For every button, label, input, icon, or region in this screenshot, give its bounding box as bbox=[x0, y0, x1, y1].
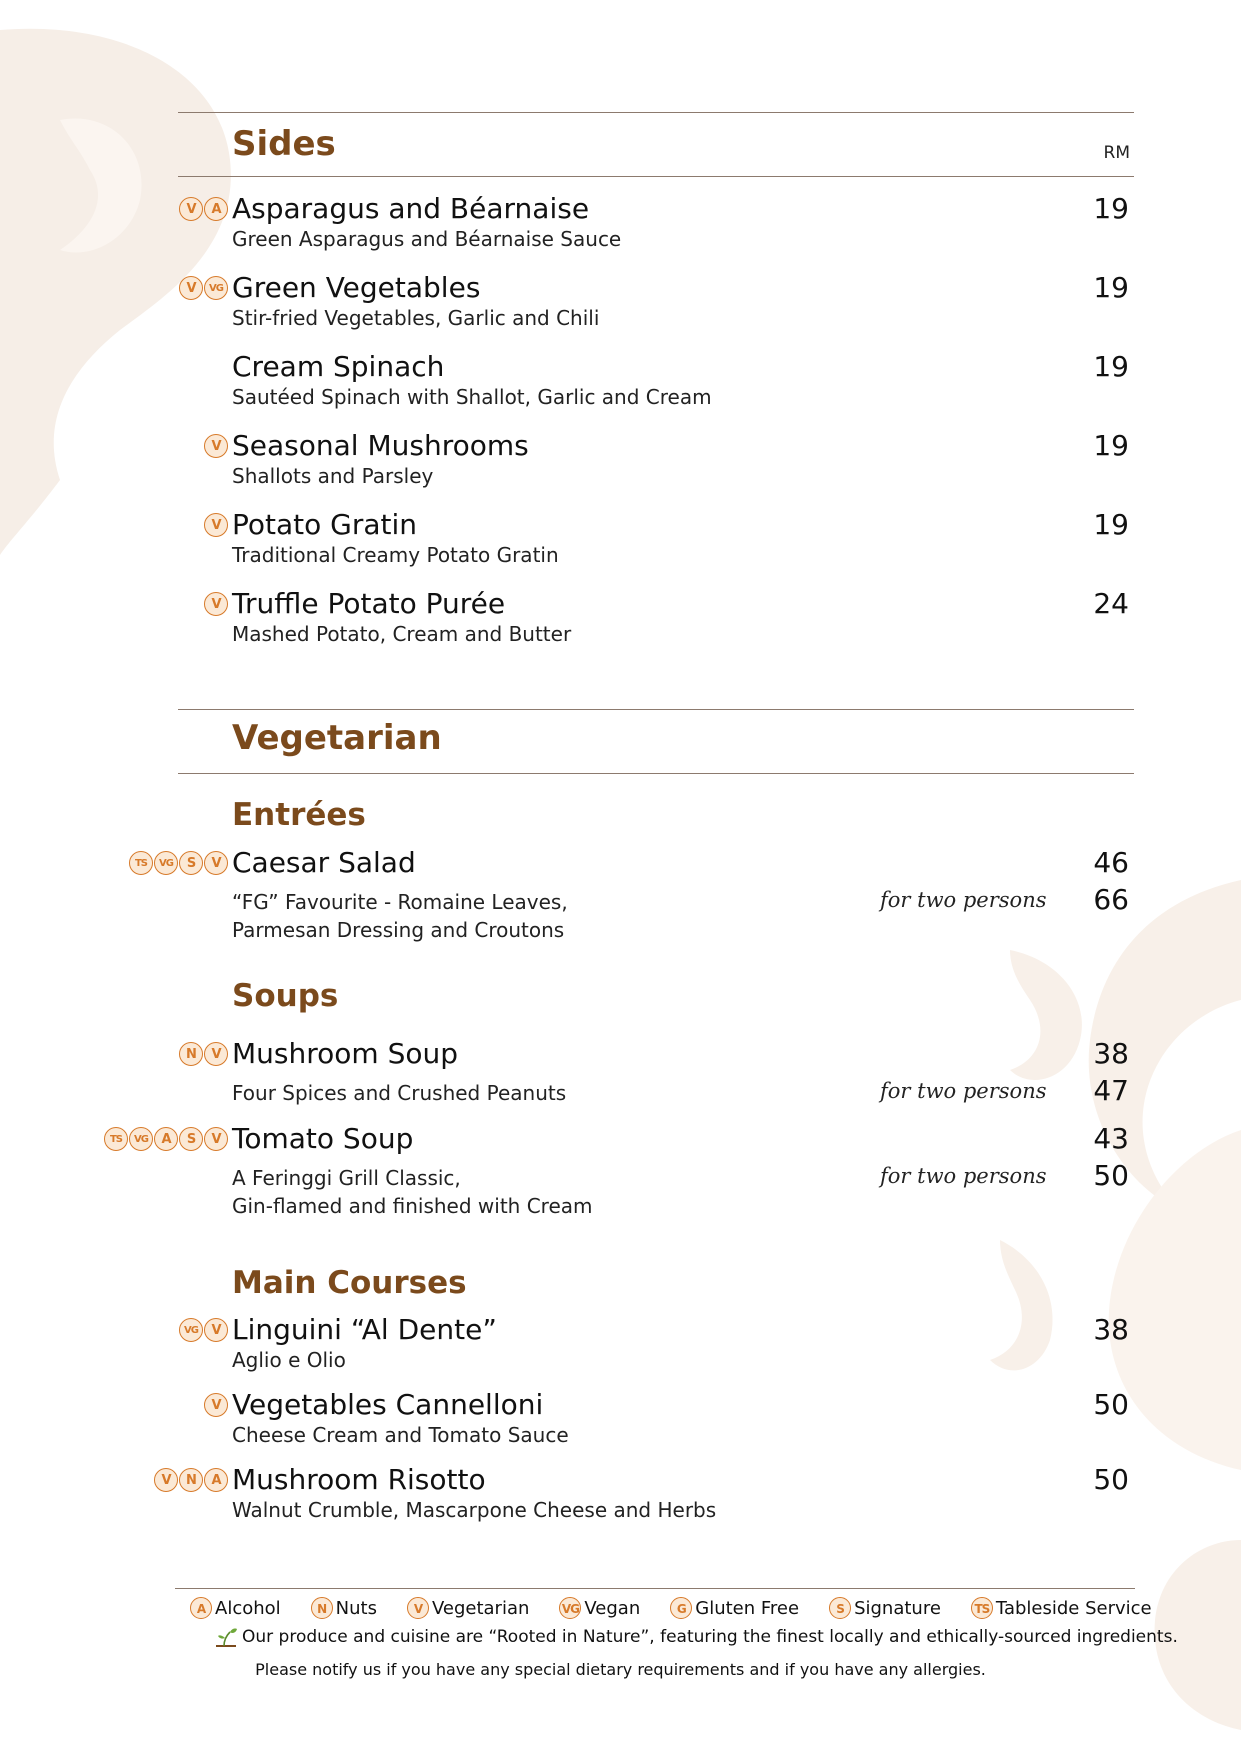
legend-item-gluten-free bbox=[670, 1597, 799, 1619]
nuts-icon: N bbox=[179, 1468, 203, 1492]
item-name: Potato Gratin bbox=[232, 508, 418, 541]
dietary-legend bbox=[190, 1597, 1152, 1619]
alcohol-icon: A bbox=[154, 1127, 178, 1151]
item-description: Aglio e Olio bbox=[232, 1348, 346, 1372]
item-name: Truffle Potato Purée bbox=[232, 587, 506, 620]
item-name: Linguini “Al Dente” bbox=[232, 1313, 497, 1346]
dietary-icons bbox=[179, 1318, 228, 1342]
legend-label: Vegan bbox=[584, 1597, 641, 1619]
item-price: 24 bbox=[1093, 587, 1129, 620]
vegetarian-icon: V bbox=[204, 851, 228, 875]
sustainability-note bbox=[214, 1626, 1178, 1648]
legend-item-tableside-service bbox=[971, 1597, 1152, 1619]
vegan-icon: VG bbox=[179, 1318, 203, 1342]
item-description: Mashed Potato, Cream and Butter bbox=[232, 622, 572, 646]
portion-note: for two persons bbox=[880, 1164, 1047, 1188]
legend-label: Nuts bbox=[335, 1597, 377, 1619]
vegetarian-icon: V bbox=[204, 1042, 228, 1066]
vegetarian-icon: V bbox=[204, 1318, 228, 1342]
vegan-icon: VG bbox=[154, 851, 178, 875]
legend-item-vegetarian bbox=[407, 1597, 529, 1619]
subsection-title-entrees: Entrées bbox=[232, 797, 366, 833]
dietary-icons bbox=[204, 592, 228, 616]
item-price: 19 bbox=[1093, 350, 1129, 383]
vegan-icon: VG bbox=[559, 1597, 581, 1619]
dietary-icons bbox=[179, 197, 228, 221]
nuts-icon: N bbox=[179, 1042, 203, 1066]
vegan-icon: VG bbox=[129, 1127, 153, 1151]
portion-note: for two persons bbox=[880, 1079, 1047, 1103]
tableside-service-icon: TS bbox=[129, 851, 153, 875]
vegetarian-icon: V bbox=[204, 1127, 228, 1151]
alcohol-icon: A bbox=[204, 197, 228, 221]
gluten-free-icon: G bbox=[670, 1597, 692, 1619]
legend-item-nuts bbox=[311, 1597, 377, 1619]
item-description: Sautéed Spinach with Shallot, Garlic and Cream bbox=[232, 385, 712, 409]
item-description: Green Asparagus and Béarnaise Sauce bbox=[232, 227, 622, 251]
item-description: Cheese Cream and Tomato Sauce bbox=[232, 1423, 569, 1447]
allergy-notice: Please notify us if you have any special dietary requirements and if you have any allergies. bbox=[255, 1660, 986, 1679]
item-price-for-two: 66 bbox=[1093, 883, 1129, 916]
item-description: Stir-fried Vegetables, Garlic and Chili bbox=[232, 306, 600, 330]
vegan-icon: VG bbox=[204, 276, 228, 300]
item-description: Four Spices and Crushed Peanuts bbox=[232, 1081, 567, 1105]
item-price: 19 bbox=[1093, 271, 1129, 304]
item-name: Tomato Soup bbox=[232, 1122, 414, 1155]
item-description: “FG” Favourite - Romaine Leaves, bbox=[232, 890, 568, 914]
dietary-icons bbox=[179, 276, 228, 300]
nuts-icon: N bbox=[311, 1597, 333, 1619]
sides-divider bbox=[178, 176, 1134, 177]
signature-icon: S bbox=[179, 1127, 203, 1151]
legend-item-vegan bbox=[559, 1597, 640, 1619]
vegetarian-icon: V bbox=[179, 197, 203, 221]
section-title-vegetarian: Vegetarian bbox=[232, 718, 442, 758]
top-divider bbox=[178, 112, 1134, 113]
legend-item-alcohol bbox=[190, 1597, 281, 1619]
item-price: 19 bbox=[1093, 508, 1129, 541]
vegetarian-icon: V bbox=[204, 513, 228, 537]
item-name: Cream Spinach bbox=[232, 350, 445, 383]
item-price-for-two: 47 bbox=[1093, 1074, 1129, 1107]
footer-divider bbox=[175, 1588, 1135, 1589]
item-description: A Feringgi Grill Classic, bbox=[232, 1166, 461, 1190]
legend-label: Signature bbox=[854, 1597, 941, 1619]
item-name: Caesar Salad bbox=[232, 846, 416, 879]
tableside-service-icon: TS bbox=[971, 1597, 993, 1619]
item-description: Walnut Crumble, Mascarpone Cheese and Herbs bbox=[232, 1498, 717, 1522]
subsection-title-soups: Soups bbox=[232, 978, 339, 1014]
vegetarian-icon: V bbox=[179, 276, 203, 300]
item-price: 50 bbox=[1093, 1463, 1129, 1496]
legend-label: Vegetarian bbox=[431, 1597, 530, 1619]
section-title-sides: Sides bbox=[232, 124, 336, 164]
legend-label: Gluten Free bbox=[695, 1597, 800, 1619]
item-description: Traditional Creamy Potato Gratin bbox=[232, 543, 559, 567]
item-description-line2: Gin-flamed and finished with Cream bbox=[232, 1194, 593, 1218]
sprout-icon bbox=[214, 1626, 238, 1648]
vegetarian-icon: V bbox=[204, 434, 228, 458]
dietary-icons bbox=[204, 434, 228, 458]
dietary-icons bbox=[204, 513, 228, 537]
sustainability-text: Our produce and cuisine are “Rooted in Nature”, featuring the finest locally and ethically-sourced ingredients. bbox=[242, 1627, 1178, 1647]
item-price: 43 bbox=[1093, 1122, 1129, 1155]
item-name: Mushroom Soup bbox=[232, 1037, 458, 1070]
item-price: 50 bbox=[1093, 1388, 1129, 1421]
vegetarian-icon: V bbox=[407, 1597, 429, 1619]
item-name: Vegetables Cannelloni bbox=[232, 1388, 544, 1421]
vegetarian-top-divider bbox=[178, 709, 1134, 710]
subsection-title-main-courses: Main Courses bbox=[232, 1265, 467, 1301]
alcohol-icon: A bbox=[204, 1468, 228, 1492]
portion-note: for two persons bbox=[880, 888, 1047, 912]
item-price: 19 bbox=[1093, 429, 1129, 462]
legend-label: Alcohol bbox=[215, 1597, 281, 1619]
legend-label: Tableside Service bbox=[995, 1597, 1152, 1619]
item-name: Seasonal Mushrooms bbox=[232, 429, 529, 462]
item-description: Shallots and Parsley bbox=[232, 464, 434, 488]
legend-item-signature bbox=[829, 1597, 941, 1619]
currency-label: RM bbox=[1103, 143, 1130, 163]
item-price: 38 bbox=[1093, 1313, 1129, 1346]
item-name: Green Vegetables bbox=[232, 271, 481, 304]
dietary-icons bbox=[104, 1127, 228, 1151]
dietary-icons bbox=[179, 1042, 228, 1066]
item-price-for-two: 50 bbox=[1093, 1159, 1129, 1192]
signature-icon: S bbox=[179, 851, 203, 875]
vegetarian-icon: V bbox=[154, 1468, 178, 1492]
vegetarian-icon: V bbox=[204, 592, 228, 616]
dietary-icons bbox=[204, 1393, 228, 1417]
dietary-icons bbox=[154, 1468, 228, 1492]
item-description-line2: Parmesan Dressing and Croutons bbox=[232, 918, 565, 942]
item-price: 46 bbox=[1093, 846, 1129, 879]
vegetarian-divider bbox=[178, 773, 1134, 774]
alcohol-icon: A bbox=[190, 1597, 212, 1619]
dietary-icons bbox=[129, 851, 228, 875]
item-name: Asparagus and Béarnaise bbox=[232, 192, 590, 225]
vegetarian-icon: V bbox=[204, 1393, 228, 1417]
signature-icon: S bbox=[829, 1597, 851, 1619]
tableside-service-icon: TS bbox=[104, 1127, 128, 1151]
item-name: Mushroom Risotto bbox=[232, 1463, 486, 1496]
item-price: 19 bbox=[1093, 192, 1129, 225]
item-price: 38 bbox=[1093, 1037, 1129, 1070]
